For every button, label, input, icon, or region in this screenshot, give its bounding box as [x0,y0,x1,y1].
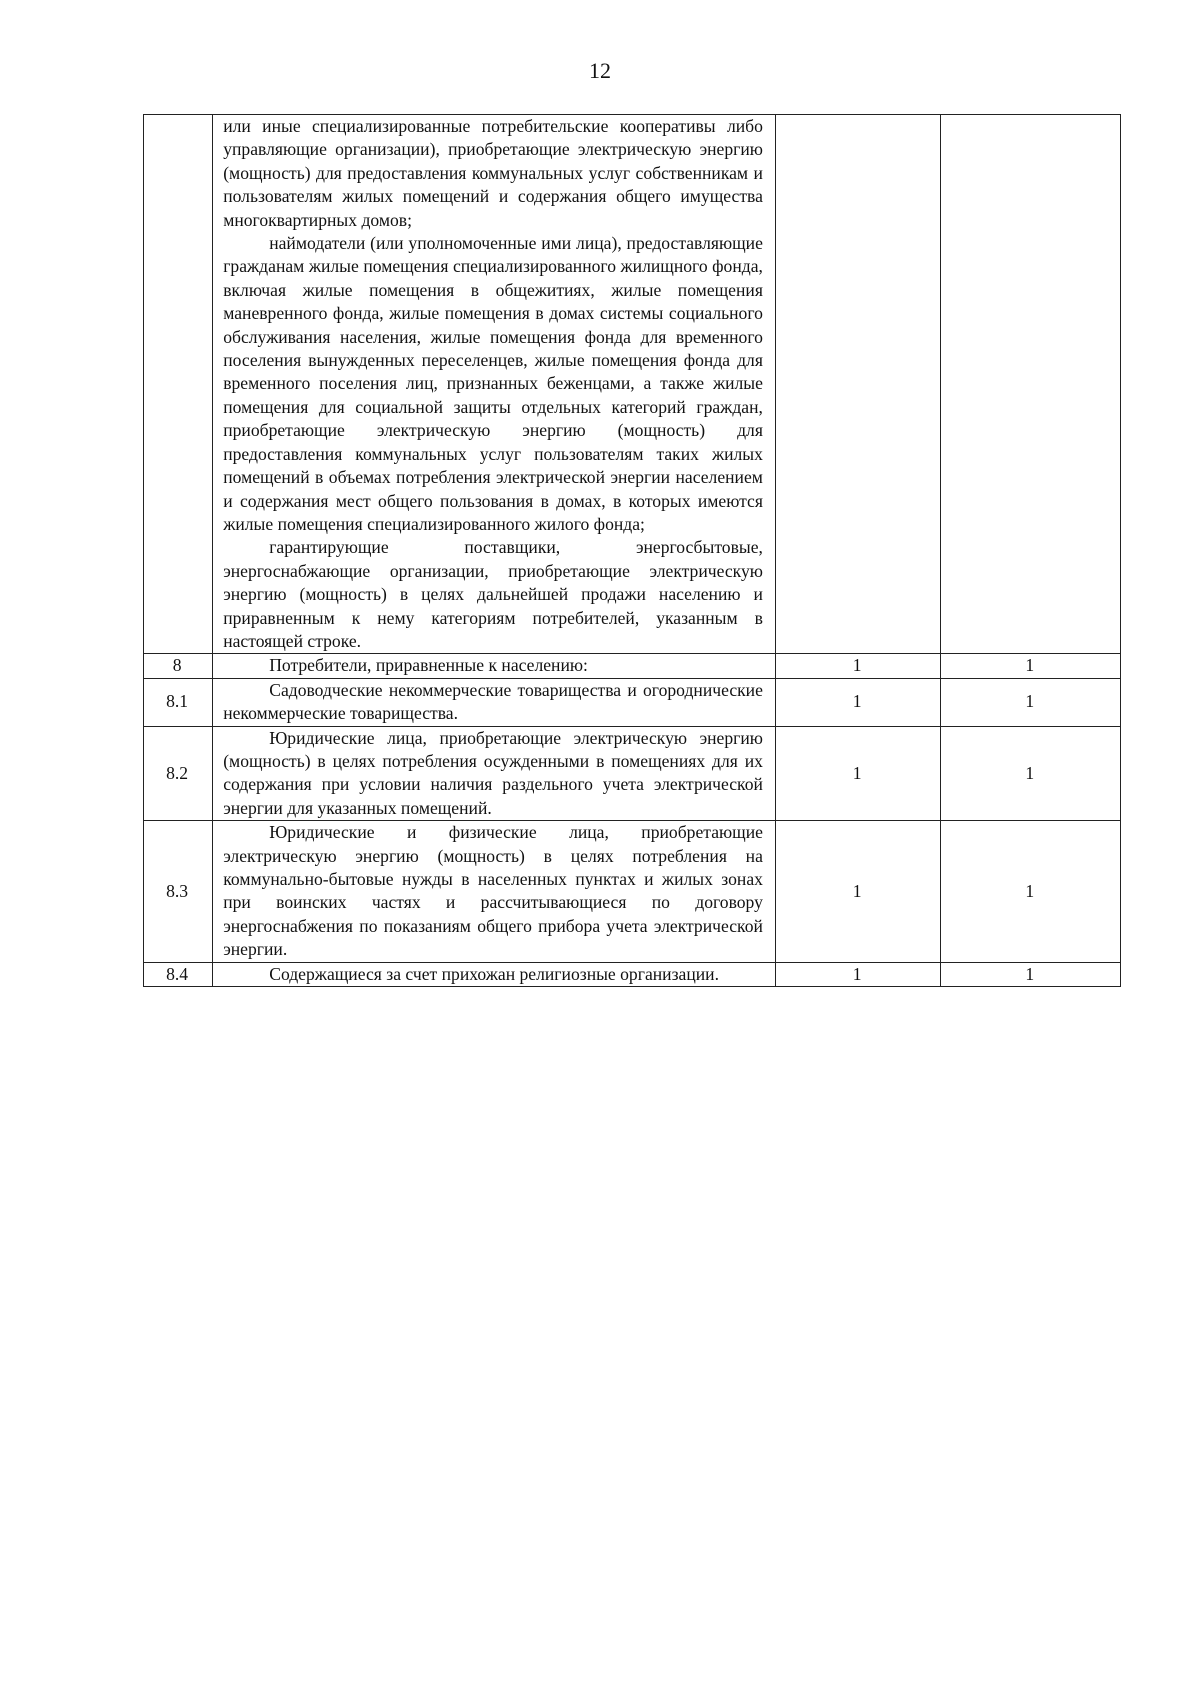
value-cell: 1 [941,962,1121,986]
table-row [144,821,1121,962]
value-cell: 1 [941,678,1121,726]
row-description: Садоводческие некоммерческие товарищества и огороднические некоммерческие товарищества. [223,679,763,724]
row-number: 8 [144,654,213,678]
row-description: Содержащиеся за счет прихожан религиозные организации. [269,963,719,984]
row-description: Юридические лица, приобретающие электрическую энергию (мощность) в целях потребления осужденными в помещениях для их содержания при условии наличия раздельного учета электрической энергии для указанных помещений. [223,727,763,818]
table-row [144,726,1121,821]
value-cell [941,115,1121,654]
row-number-cell [144,115,213,654]
value-cell: 1 [775,678,941,726]
value-cell: 1 [775,726,941,821]
row-description-cell [213,115,776,654]
paragraph: или иные специализированные потребительские кооперативы либо управляющие организации), приобретающие электрическую энергию (мощность) для предоставления коммунальных услуг собственникам и пользователям жилых помещений и содержания общего имущества многоквартирных домов; [223,116,763,230]
value-cell: 1 [941,821,1121,962]
tariff-table [143,114,1121,987]
row-number: 8.1 [144,678,213,726]
table-row [144,678,1121,726]
value-cell: 1 [941,654,1121,678]
table-row-continuation [144,115,1121,654]
table-row [144,654,1121,678]
value-cell [775,115,941,654]
page-number: 12 [589,58,611,83]
table-row [144,962,1121,986]
value-cell: 1 [775,654,941,678]
row-number: 8.3 [144,821,213,962]
paragraph: наймодатели (или уполномоченные ими лица), предоставляющие гражданам жилые помещения специализированного жилищного фонда, включая жилые помещения в общежитиях, жилые помещения маневренного фонда, жилые помещения в домах системы социального обслуживания населения, жилые помещения фонда для временного поселения вынужденных переселенцев, жилые помещения фонда для временного поселения лиц, признанных беженцами, а также жилые помещения для социальной защиты отдельных категорий граждан, приобретающие электрическую энергию (мощность) для предоставления коммунальных услуг пользователям таких жилых помещений в объемах потребления электрической энергии населением и содержания мест общего пользования в домах, в которых имеются жилые помещения специализированного жилого фонда; [223,233,763,534]
row-number: 8.4 [144,962,213,986]
row-description: Юридические и физические лица, приобретающие электрическую энергию (мощность) в целях потребления на коммунально-бытовые нужды в населенных пунктах и жилых зонах при воинских частях и рассчитывающиеся по договору энергоснабжения по показаниям общего прибора учета электрической энергии. [223,822,763,960]
row-number: 8.2 [144,726,213,821]
value-cell: 1 [775,821,941,962]
row-description: Потребители, приравненные к населению: [269,655,588,676]
paragraph: гарантирующие поставщики, энергосбытовые, энергоснабжающие организации, приобретающие электрическую энергию (мощность) в целях дальнейшей продажи населению и приравненным к нему категориям потребителей, указанным в настоящей строке. [223,537,763,651]
value-cell: 1 [941,726,1121,821]
value-cell: 1 [775,962,941,986]
